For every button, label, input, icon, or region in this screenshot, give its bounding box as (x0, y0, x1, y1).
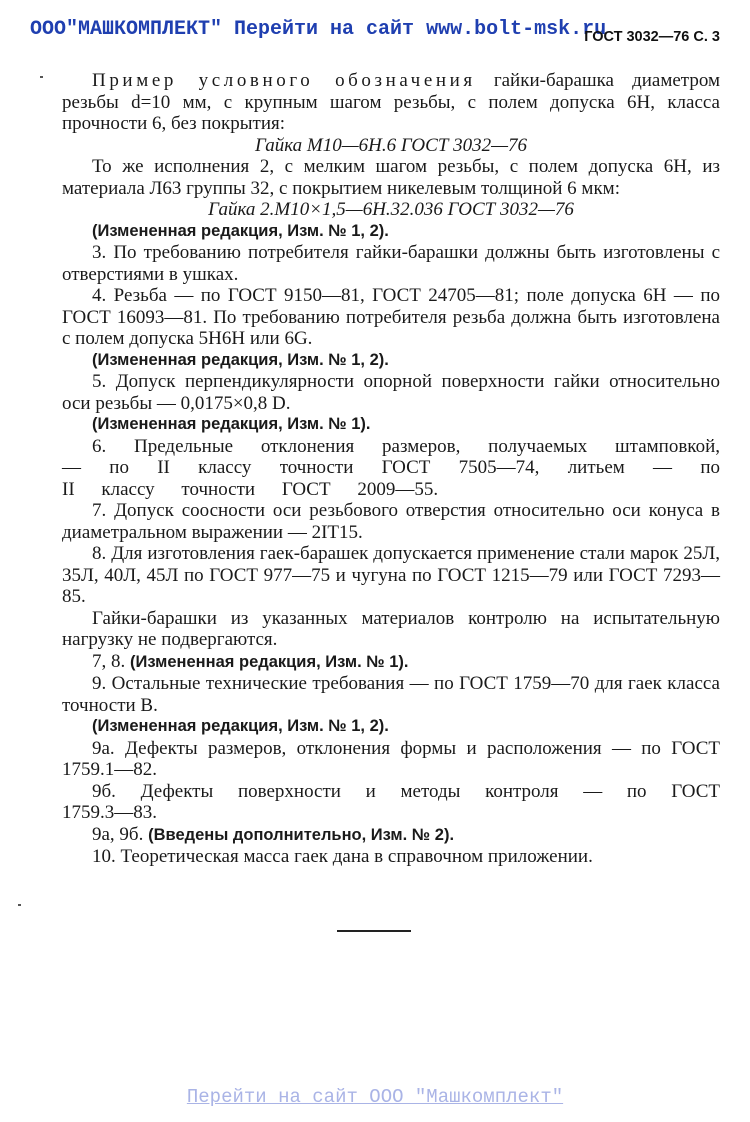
revision-note: (Измененная редакция, Изм. № 1, 2). (92, 221, 389, 240)
clause-7: 7. Допуск соосности оси резьбового отверстия относительно оси конуса в диаметральном выражении — 2IT15. (62, 500, 720, 543)
scan-speck (18, 904, 21, 906)
paragraph-example-2: То же исполнения 2, с мелким шагом резьбы, с полем допуска 6H, из материала Л63 группы 32, с покрытием никелевым толщиной 6 мкм: (62, 156, 720, 199)
revision-note: (Измененная редакция, Изм. № 1, 2). (92, 717, 389, 735)
clause-10: 10. Теоретическая масса гаек дана в справочном приложении. (92, 846, 593, 867)
paragraph-example-intro: Пример условного обозначения гайки-барашка диаметром резьбы d=10 мм, с крупным шагом резьбы, с полем допуска 6H, класса прочности 6, без покрытия: (62, 70, 720, 134)
header-site-link[interactable]: ООО"МАШКОМПЛЕКТ" Перейти на сайт www.bolt-msk.ru (30, 18, 607, 41)
document-body (62, 70, 720, 868)
designation-example-1: Гайка М10—6Н.6 ГОСТ 3032—76 (254, 134, 528, 156)
revision-note: (Измененная редакция, Изм. № 1). (92, 415, 371, 433)
clause-6: 6. Предельные отклонения размеров, получаемых штамповкой, — по II классу точности ГОСТ 7505—74, литьем — по II классу точности ГОСТ 2009—55. (62, 435, 720, 500)
clause-5: 5. Допуск перпендикулярности опорной поверхности гайки относительно оси резьбы — 0,0175×0,8 D. (62, 371, 720, 414)
revision-note: (Измененная редакция, Изм. № 1, 2). (92, 350, 389, 369)
end-rule (337, 930, 411, 932)
footer-site-link[interactable]: Перейти на сайт ООО "Машкомплект" (186, 1086, 564, 1108)
clause-3: 3. По требованию потребителя гайки-барашки должны быть изготовлены с отверстиями в ушках. (62, 242, 720, 285)
clause-4: 4. Резьба — по ГОСТ 9150—81, ГОСТ 24705—81; поле допуска 6H — по ГОСТ 16093—81. По требованию потребителя резьба должна быть изготовлена с полем допуска 5H6H или 6G. (62, 285, 720, 349)
addition-note-9a-9b: 9а, 9б. (Введены дополнительно, Изм. № 2). (92, 823, 455, 845)
designation-example-2: Гайка 2.М10×1,5—6Н.32.036 ГОСТ 3032—76 (208, 199, 574, 220)
page-reference: ГОСТ 3032—76 С. 3 (584, 29, 720, 45)
clause-9a: 9а. Дефекты размеров, отклонения формы и расположения — по ГОСТ 1759.1—82. (62, 737, 720, 780)
clause-8: 8. Для изготовления гаек-барашек допускается применение стали марок 25Л, 35Л, 40Л, 45Л по ГОСТ 977—75 и чугуна по ГОСТ 1215—79 или ГОСТ 7293—85. (62, 543, 720, 607)
clause-9b: 9б. Дефекты поверхности и методы контроля — по ГОСТ 1759.3—83. (62, 780, 720, 823)
clause-9: 9. Остальные технические требования — по ГОСТ 1759—70 для гаек класса точности B. (62, 673, 720, 716)
revision-note-7-8: 7, 8. (Измененная редакция, Изм. № 1). (92, 650, 409, 672)
clause-8-note: Гайки-барашки из указанных материалов контролю на испытательную нагрузку не подвергаются. (62, 607, 720, 650)
scan-speck (40, 76, 43, 78)
